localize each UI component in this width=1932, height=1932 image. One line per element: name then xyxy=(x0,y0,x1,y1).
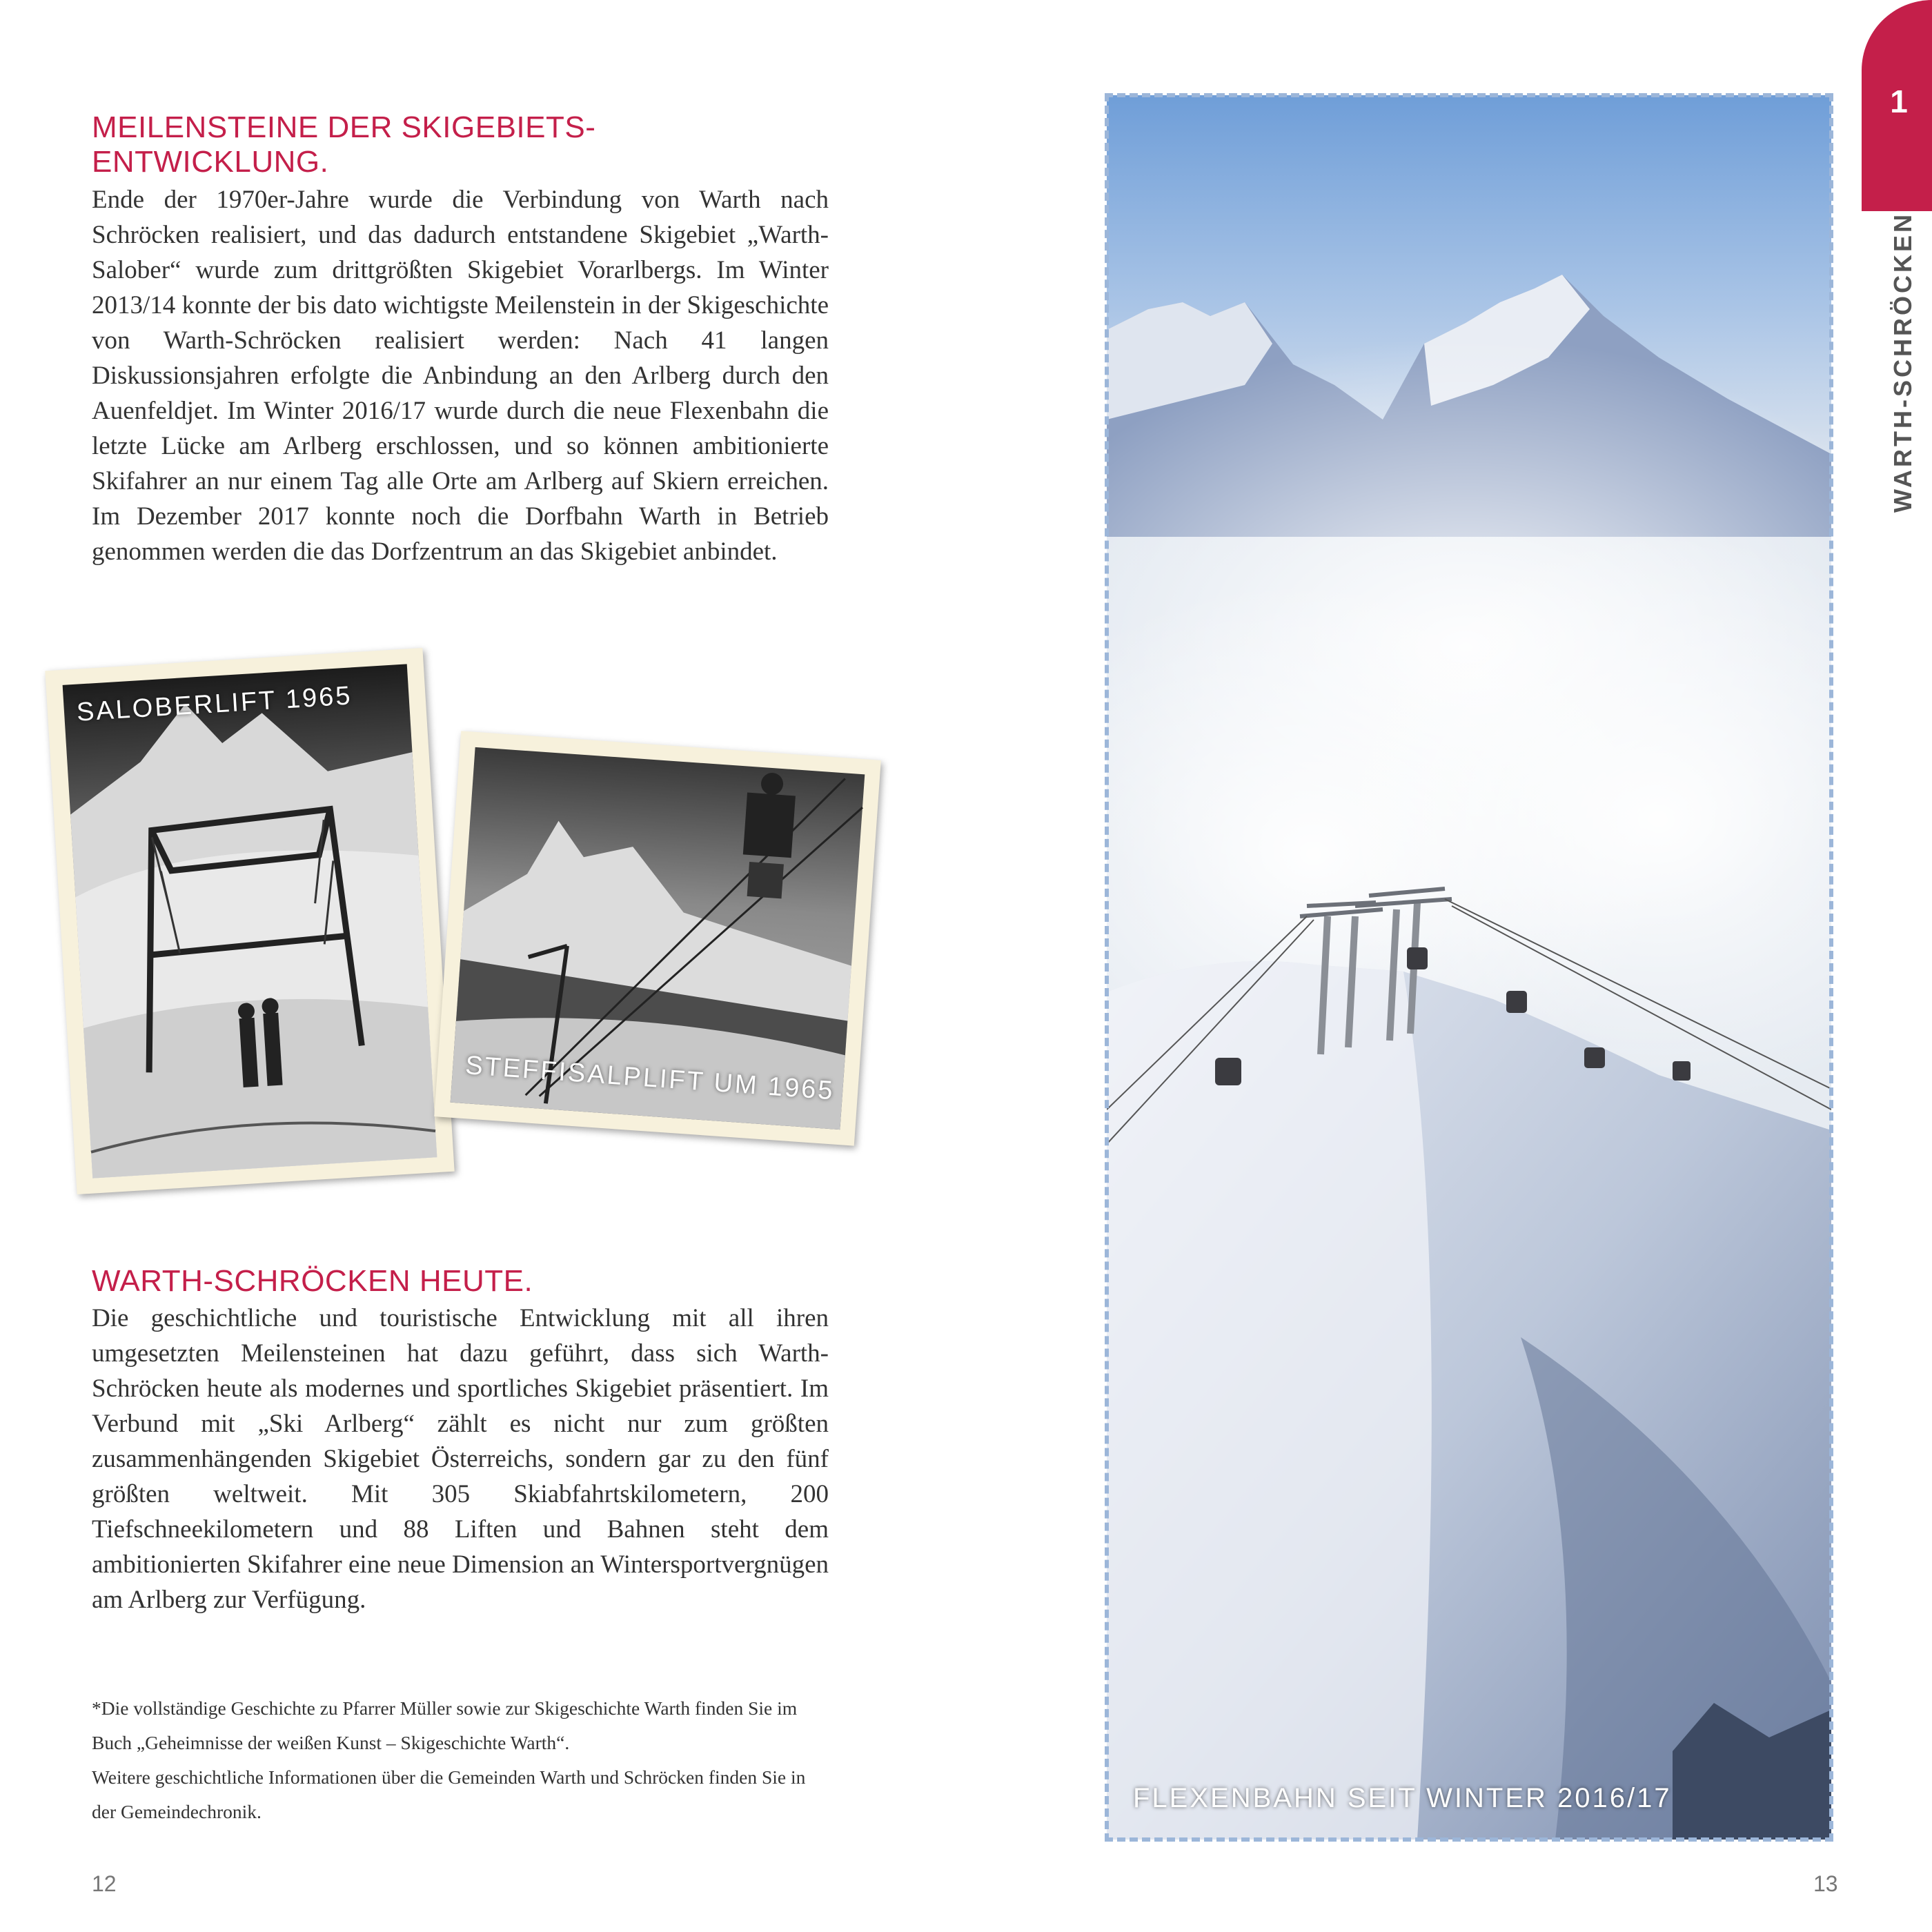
heute-body: Die geschichtliche und touristische Entwicklung mit all ihren umgesetzten Meilensteinen hat dazu geführt, dass sich Warth-Schröcken heute als modernes und sportliches Skigebiet präsentiert. Im Verbund mit „Ski Arlberg“ zählt es nicht nur zum größten zusammenhängenden Skigebiet Österreichs, sondern gar zu den fünf größten weltweit. Mit 305 Skiabfahrtskilometern, 200 Tiefschneekilometern und 88 Liften und Bahnen steht dem ambitionierten Skifahrer eine neue Dimension an Wintersportvergnügen am Arlberg zur Verfügung. xyxy=(92,1304,829,1614)
meilensteine-body: Ende der 1970er-Jahre wurde die Verbindung von Warth nach Schröcken realisiert, und das dadurch entstandene Skigebiet „Warth-Salober“ wurde zum drittgrößten Skigebiet Vorarlbergs. Im Winter 2013/14 konnte der bis dato wichtigste Meilenstein in der Skigeschichte von Warth-Schröcken realisiert werden: Nach 41 langen Diskussionsjahren erfolgte die Anbindung an den Arlberg durch den Auenfeldjet. Im Winter 2016/17 wurde durch die neue Flexenbahn die letzte Lücke am Arlberg erschlossen, und so können ambitionierte Skifahrer an nur einem Tag alle Orte am Arlberg auf Skiern erreichen. Im Dezember 2017 konnte noch die Dorfbahn Warth in Betrieb genommen werden die das Dorfzentrum an das Skigebiet anbindet. xyxy=(92,186,829,566)
page-number-left: 12 xyxy=(92,1871,117,1896)
heading-line-1: MEILENSTEINE DER SKIGEBIETS- xyxy=(92,110,596,144)
photo-steffisalplift xyxy=(434,731,881,1145)
caption-flexenbahn: FLEXENBAHN SEIT WINTER 2016/17 xyxy=(1133,1783,1672,1813)
caption-steffisalplift: STEFFISALPLIFT UM 1965 xyxy=(464,1051,836,1106)
side-label-text: WARTH-SCHRÖCKEN xyxy=(1889,212,1917,513)
flexenbahn-image xyxy=(1107,95,1831,1840)
chapter-number: 1 xyxy=(1890,83,1908,119)
photo-flexenbahn xyxy=(1107,95,1831,1840)
caption-saloberlift: SALOBERLIFT 1965 xyxy=(75,681,353,727)
heading-heute: WARTH-SCHRÖCKEN HEUTE. xyxy=(92,1264,533,1298)
footnote-2: Weitere geschichtliche Informationen über die Gemeinden Warth und Schröcken finden Sie in der Gemeindechronik. xyxy=(92,1766,806,1822)
page-number-right: 13 xyxy=(1813,1871,1838,1896)
heading-meilensteine xyxy=(92,110,595,179)
photo-saloberlift xyxy=(45,648,454,1194)
saloberlift-image xyxy=(45,648,454,1194)
heading-line-2: ENTWICKLUNG. xyxy=(92,145,329,179)
footnote-1: *Die vollständige Geschichte zu Pfarrer Müller sowie zur Skigeschichte Warth finden Sie im Buch „Geheimnisse der weißen Kunst – Skigeschichte Warth“. xyxy=(92,1697,798,1753)
